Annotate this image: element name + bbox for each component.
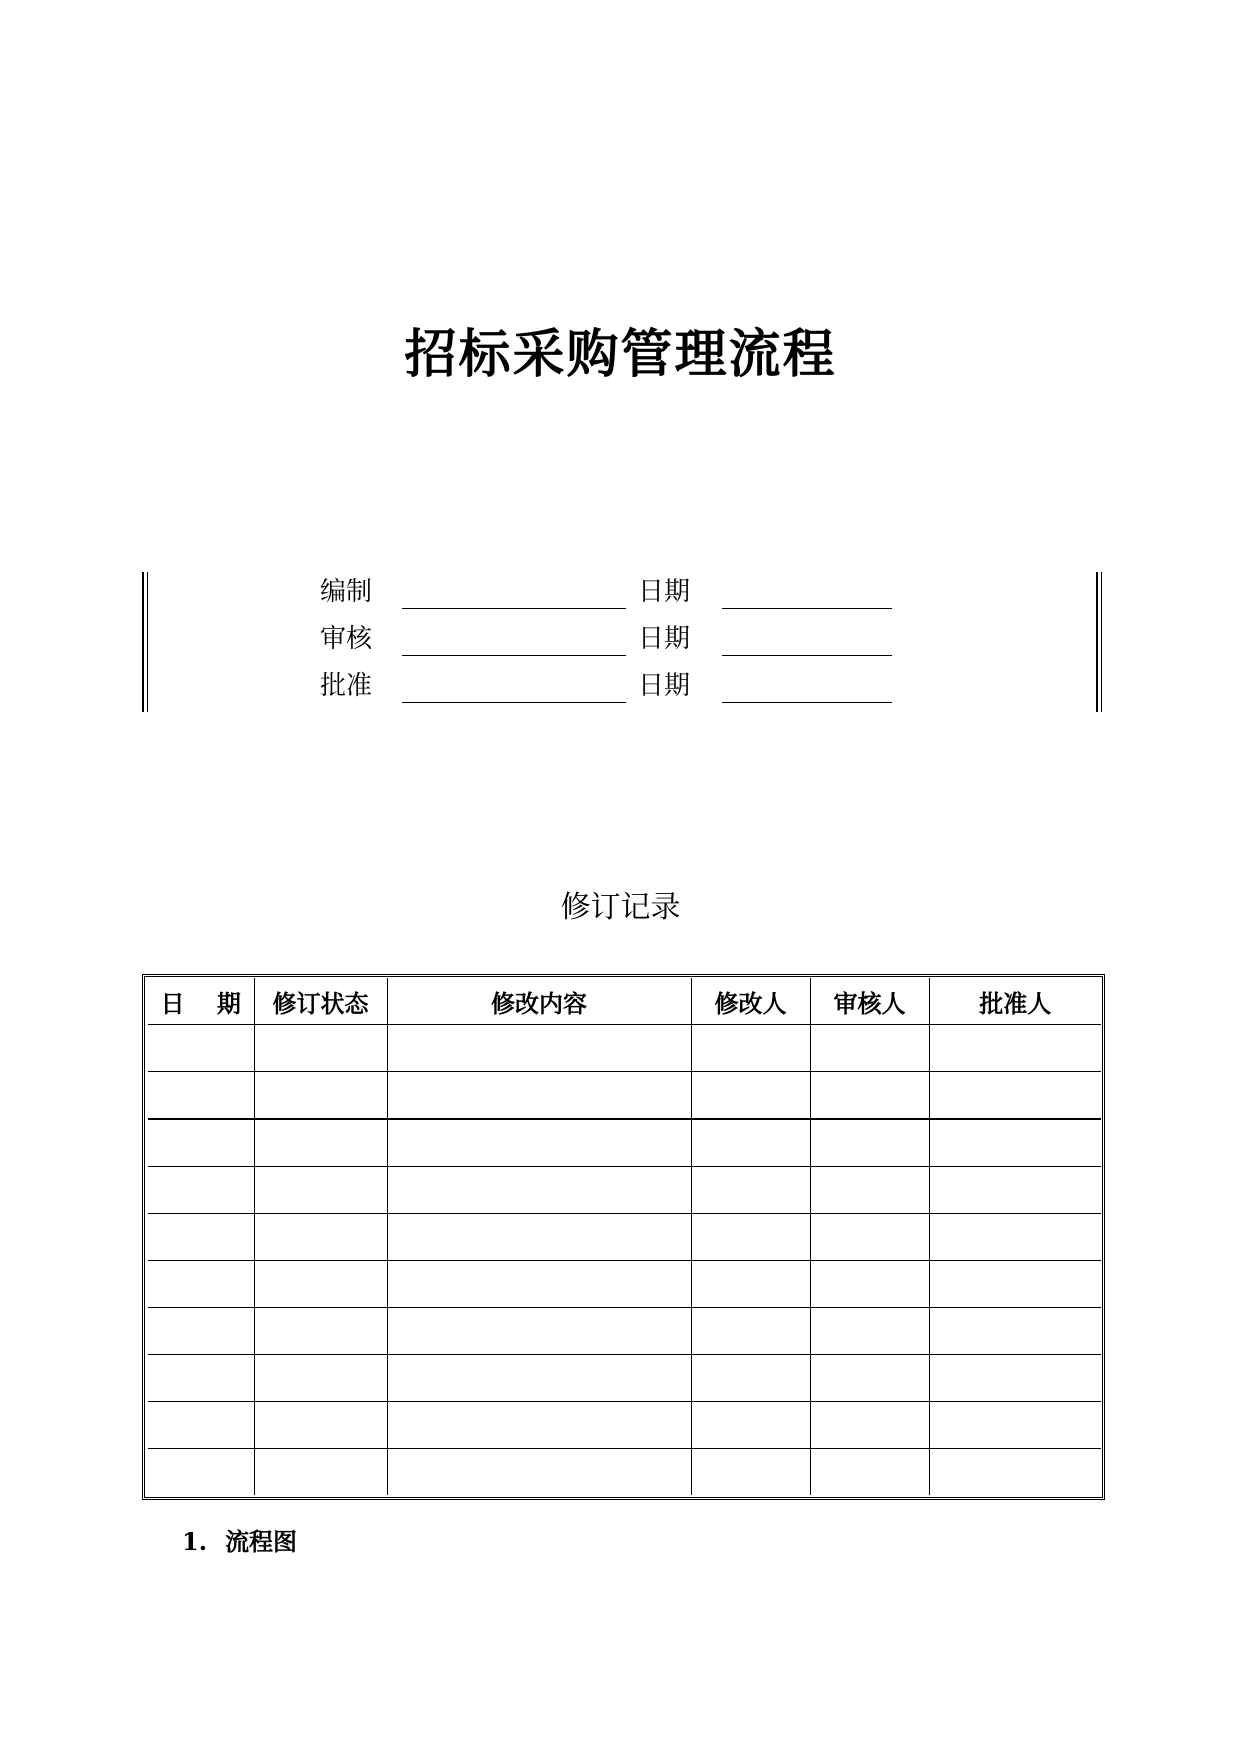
date-label: 日期 bbox=[638, 671, 691, 701]
table-cell bbox=[810, 1214, 929, 1261]
table-cell bbox=[810, 1167, 929, 1214]
signoff-row-approve bbox=[142, 666, 1102, 706]
table-cell bbox=[254, 1355, 387, 1402]
table-cell bbox=[691, 1025, 810, 1072]
column-header-approver: 批准人 bbox=[929, 978, 1101, 1025]
table-row bbox=[148, 1119, 1101, 1167]
table-cell bbox=[148, 1072, 254, 1120]
table-cell bbox=[148, 1355, 254, 1402]
table-cell bbox=[810, 1402, 929, 1449]
table-row bbox=[148, 1167, 1101, 1214]
column-header-date: 日 期 bbox=[148, 978, 254, 1025]
signature-line bbox=[402, 608, 626, 609]
revision-record-table bbox=[148, 978, 1101, 1495]
table-cell bbox=[929, 1355, 1101, 1402]
table-cell bbox=[148, 1402, 254, 1449]
table-cell bbox=[148, 1025, 254, 1072]
table-row bbox=[148, 1214, 1101, 1261]
table-cell bbox=[148, 1119, 254, 1167]
table-cell bbox=[254, 1119, 387, 1167]
table-cell bbox=[929, 1449, 1101, 1496]
table-cell bbox=[387, 1119, 691, 1167]
table-row bbox=[148, 1025, 1101, 1072]
table-header-row bbox=[148, 978, 1101, 1025]
signoff-label: 批准 bbox=[320, 671, 373, 701]
table-cell bbox=[387, 1072, 691, 1120]
table-row bbox=[148, 1261, 1101, 1308]
table-row bbox=[148, 1308, 1101, 1355]
table-cell bbox=[387, 1449, 691, 1496]
section-heading bbox=[182, 1522, 297, 1562]
table-cell bbox=[387, 1214, 691, 1261]
table-cell bbox=[254, 1072, 387, 1120]
signoff-label: 编制 bbox=[320, 577, 373, 607]
table-cell bbox=[387, 1355, 691, 1402]
revision-record-heading: 修订记录 bbox=[560, 890, 681, 925]
date-line bbox=[722, 608, 892, 609]
table-cell bbox=[691, 1072, 810, 1120]
column-header-change-content: 修改内容 bbox=[387, 978, 691, 1025]
table-cell bbox=[691, 1261, 810, 1308]
table-cell bbox=[691, 1308, 810, 1355]
table-cell bbox=[691, 1214, 810, 1261]
table-cell bbox=[387, 1261, 691, 1308]
table-cell bbox=[691, 1355, 810, 1402]
column-header-revision-status: 修订状态 bbox=[254, 978, 387, 1025]
table-cell bbox=[691, 1449, 810, 1496]
table-row bbox=[148, 1449, 1101, 1496]
table-cell bbox=[148, 1167, 254, 1214]
table-cell bbox=[810, 1261, 929, 1308]
table-cell bbox=[387, 1308, 691, 1355]
table-cell bbox=[929, 1167, 1101, 1214]
date-line bbox=[722, 655, 892, 656]
table-cell bbox=[254, 1214, 387, 1261]
table-cell bbox=[929, 1214, 1101, 1261]
table-cell bbox=[810, 1025, 929, 1072]
table-cell bbox=[148, 1308, 254, 1355]
table-cell bbox=[810, 1072, 929, 1120]
table-cell bbox=[810, 1355, 929, 1402]
table-cell bbox=[691, 1167, 810, 1214]
column-header-reviewer: 审核人 bbox=[810, 978, 929, 1025]
table-cell bbox=[387, 1025, 691, 1072]
table-cell bbox=[810, 1308, 929, 1355]
table-row bbox=[148, 1402, 1101, 1449]
table-cell bbox=[254, 1261, 387, 1308]
table-cell bbox=[148, 1449, 254, 1496]
table-cell bbox=[254, 1025, 387, 1072]
table-cell bbox=[929, 1119, 1101, 1167]
signoff-row-review bbox=[142, 619, 1102, 659]
signoff-label: 审核 bbox=[320, 624, 373, 654]
revision-record-body bbox=[148, 1025, 1101, 1496]
table-cell bbox=[254, 1449, 387, 1496]
date-label: 日期 bbox=[638, 577, 691, 607]
date-label: 日期 bbox=[638, 624, 691, 654]
table-cell bbox=[254, 1308, 387, 1355]
signoff-block bbox=[142, 572, 1102, 712]
table-cell bbox=[691, 1119, 810, 1167]
table-cell bbox=[929, 1402, 1101, 1449]
signature-line bbox=[402, 702, 626, 703]
document-title: 招标采购管理流程 bbox=[404, 324, 837, 385]
table-cell bbox=[810, 1449, 929, 1496]
table-cell bbox=[254, 1402, 387, 1449]
table-cell bbox=[691, 1402, 810, 1449]
section-title: 流程图 bbox=[225, 1527, 298, 1556]
table-row bbox=[148, 1072, 1101, 1120]
table-cell bbox=[148, 1214, 254, 1261]
table-cell bbox=[254, 1167, 387, 1214]
table-cell bbox=[387, 1167, 691, 1214]
table-cell bbox=[810, 1119, 929, 1167]
table-row bbox=[148, 1355, 1101, 1402]
table-cell bbox=[929, 1261, 1101, 1308]
table-cell bbox=[148, 1261, 254, 1308]
table-cell bbox=[929, 1025, 1101, 1072]
revision-record-table-frame bbox=[142, 974, 1105, 1500]
table-cell bbox=[387, 1402, 691, 1449]
table-cell bbox=[929, 1072, 1101, 1120]
date-line bbox=[722, 702, 892, 703]
signoff-row-compile bbox=[142, 572, 1102, 612]
column-header-modifier: 修改人 bbox=[691, 978, 810, 1025]
table-cell bbox=[929, 1308, 1101, 1355]
signature-line bbox=[402, 655, 626, 656]
section-number: 1. bbox=[182, 1527, 208, 1556]
